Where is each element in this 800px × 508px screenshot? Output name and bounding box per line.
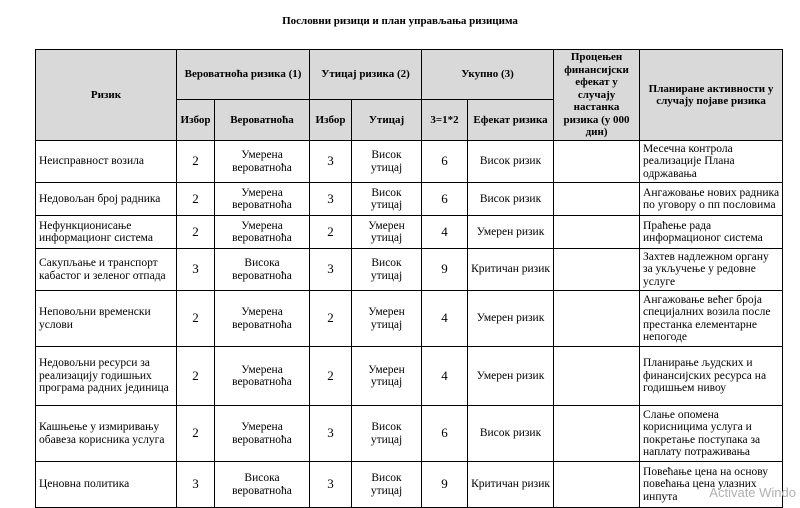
impact-text-cell: Умерен утицај: [352, 347, 422, 406]
impact-choice-cell: 3: [310, 406, 352, 462]
probability-choice-cell: 2: [177, 141, 215, 183]
activity-cell: Ангажовање нових радника по уговору о пп пословима: [640, 183, 783, 216]
header-impact-choice: Избор: [310, 100, 352, 141]
probability-choice-cell: 2: [177, 291, 215, 347]
total-cell: 6: [422, 406, 468, 462]
financial-effect-cell: [554, 347, 640, 406]
activity-cell: Захтев надлежном органу за укључење у редовне услуге: [640, 249, 783, 291]
page-title: Пословни ризици и план управљања ризицима: [282, 15, 518, 27]
risk-cell: Неповољни временски услови: [36, 291, 177, 347]
impact-text-cell: Умерен утицај: [352, 216, 422, 249]
impact-text-cell: Висок утицај: [352, 406, 422, 462]
impact-text-cell: Висок утицај: [352, 462, 422, 508]
financial-effect-cell: [554, 406, 640, 462]
total-cell: 6: [422, 141, 468, 183]
probability-text-cell: Умерена вероватноћа: [215, 141, 310, 183]
probability-text-cell: Умерена вероватноћа: [215, 347, 310, 406]
financial-effect-cell: [554, 249, 640, 291]
table-row: [36, 291, 783, 347]
risk-cell: Недовољан број радника: [36, 183, 177, 216]
table-row: [36, 141, 783, 183]
effect-cell: Висок ризик: [468, 141, 554, 183]
risk-cell: Ценовна политика: [36, 462, 177, 508]
probability-choice-cell: 2: [177, 406, 215, 462]
header-impact-group: Утицај ризика (2): [310, 50, 422, 100]
header-probability-group: Вероватноћа ризика (1): [177, 50, 310, 100]
probability-text-cell: Умерена вероватноћа: [215, 216, 310, 249]
risk-cell: Недовољни ресурси за реализацију годишњих програма радних јединица: [36, 347, 177, 406]
total-cell: 4: [422, 291, 468, 347]
table-row: [36, 183, 783, 216]
activity-cell: Месечна контрола реализације Плана одржавања: [640, 141, 783, 183]
probability-choice-cell: 3: [177, 249, 215, 291]
effect-cell: Умерен ризик: [468, 216, 554, 249]
total-cell: 6: [422, 183, 468, 216]
total-cell: 4: [422, 347, 468, 406]
impact-choice-cell: 2: [310, 216, 352, 249]
impact-text-cell: Висок утицај: [352, 183, 422, 216]
probability-choice-cell: 3: [177, 462, 215, 508]
impact-choice-cell: 3: [310, 249, 352, 291]
effect-cell: Висок ризик: [468, 406, 554, 462]
impact-choice-cell: 3: [310, 183, 352, 216]
effect-cell: Критичан ризик: [468, 249, 554, 291]
probability-text-cell: Умерена вероватноћа: [215, 183, 310, 216]
risk-cell: Сакупљање и транспорт кабастог и зеленог отпада: [36, 249, 177, 291]
header-prob-label: Вероватноћа: [215, 100, 310, 141]
impact-text-cell: Висок утицај: [352, 141, 422, 183]
probability-text-cell: Умерена вероватноћа: [215, 406, 310, 462]
total-cell: 9: [422, 249, 468, 291]
header-impact-label: Утицај: [352, 100, 422, 141]
impact-choice-cell: 3: [310, 462, 352, 508]
table-row: [36, 462, 783, 508]
header-planned-activities: Планиране активности у случају појаве ризика: [640, 50, 783, 141]
financial-effect-cell: [554, 291, 640, 347]
effect-cell: Умерен ризик: [468, 291, 554, 347]
probability-text-cell: Умерена вероватноћа: [215, 291, 310, 347]
risk-table: [35, 49, 783, 508]
risk-cell: Нефункционисање информационг система: [36, 216, 177, 249]
total-cell: 4: [422, 216, 468, 249]
activity-cell: Повећање цена на основу повећања цена улазних инпута: [640, 462, 783, 508]
table-row: [36, 406, 783, 462]
financial-effect-cell: [554, 462, 640, 508]
table-row: [36, 249, 783, 291]
impact-text-cell: Висок утицај: [352, 249, 422, 291]
table-row: [36, 216, 783, 249]
risk-cell: Неисправност возила: [36, 141, 177, 183]
probability-choice-cell: 2: [177, 347, 215, 406]
header-financial-effect: Процењен финансијски ефекат у случају настанка ризика (у 000 дин): [554, 50, 640, 141]
effect-cell: Критичан ризик: [468, 462, 554, 508]
probability-text-cell: Висока вероватноћа: [215, 249, 310, 291]
activation-watermark: Activate Windo: [709, 485, 796, 500]
financial-effect-cell: [554, 216, 640, 249]
activity-cell: Праћење рада информационог система: [640, 216, 783, 249]
effect-cell: Умерен ризик: [468, 347, 554, 406]
financial-effect-cell: [554, 183, 640, 216]
effect-cell: Висок ризик: [468, 183, 554, 216]
header-prob-choice: Избор: [177, 100, 215, 141]
financial-effect-cell: [554, 141, 640, 183]
probability-text-cell: Висока вероватноћа: [215, 462, 310, 508]
header-effect: Ефекат ризика: [468, 100, 554, 141]
risk-cell: Кашњење у измиривању обавеза корисника услуга: [36, 406, 177, 462]
table-row: [36, 347, 783, 406]
header-formula: 3=1*2: [422, 100, 468, 141]
total-cell: 9: [422, 462, 468, 508]
probability-choice-cell: 2: [177, 183, 215, 216]
header-total-group: Укупно (3): [422, 50, 554, 100]
impact-text-cell: Умерен утицај: [352, 291, 422, 347]
impact-choice-cell: 2: [310, 291, 352, 347]
probability-choice-cell: 2: [177, 216, 215, 249]
activity-cell: Слање опомена корисницима услуга и покретање поступака за наплату потраживања: [640, 406, 783, 462]
activity-cell: Ангажовање већег броја специјалних возила после престанка елементарне непогоде: [640, 291, 783, 347]
header-risk: Ризик: [36, 50, 177, 141]
impact-choice-cell: 2: [310, 347, 352, 406]
impact-choice-cell: 3: [310, 141, 352, 183]
activity-cell: Планирање људских и финансијских ресурса на годишњем нивоу: [640, 347, 783, 406]
